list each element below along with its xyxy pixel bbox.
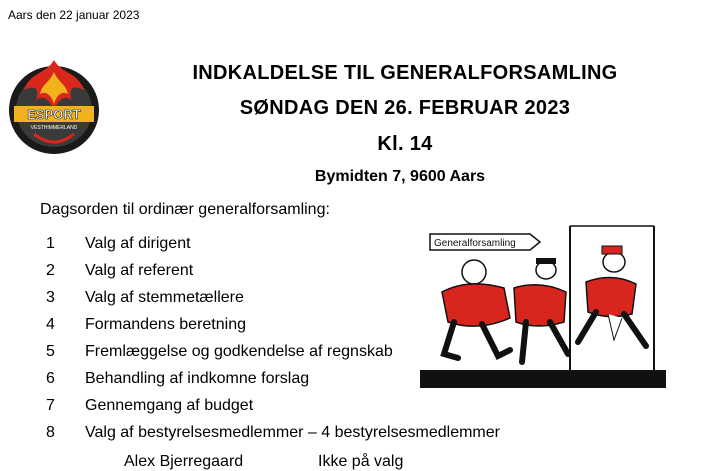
agenda-text: Valg af bestyrelsesmedlemmer – 4 bestyrelsesmedlemmer bbox=[85, 424, 500, 441]
agenda-text: Gennemgang af budget bbox=[85, 397, 254, 414]
agenda-text: Valg af stemmetællere bbox=[85, 289, 244, 306]
logo-text: ESPORT bbox=[27, 107, 81, 122]
general-assembly-cartoon bbox=[418, 222, 668, 390]
agenda-number: 3 bbox=[46, 289, 55, 306]
agenda-text: Valg af referent bbox=[85, 262, 194, 279]
agenda-number: 7 bbox=[46, 397, 55, 414]
agenda-number: 8 bbox=[46, 424, 55, 441]
agenda-number: 2 bbox=[46, 262, 55, 279]
esport-logo bbox=[6, 50, 102, 156]
agenda-text: Behandling af indkomne forslag bbox=[85, 370, 310, 387]
heading-title: INDKALDELSE TIL GENERALFORSAMLING bbox=[192, 62, 618, 84]
heading-time: Kl. 14 bbox=[377, 133, 433, 155]
agenda-number: 5 bbox=[46, 343, 55, 360]
heading-date: SØNDAG DEN 26. FEBRUAR 2023 bbox=[239, 97, 571, 119]
cartoon-sign-label: Generalforsamling bbox=[434, 238, 516, 249]
agenda-intro: Dagsorden til ordinær generalforsamling: bbox=[40, 201, 330, 218]
agenda-number: 4 bbox=[46, 316, 55, 333]
address: Bymidten 7, 9600 Aars bbox=[314, 168, 486, 185]
agenda-number: 6 bbox=[46, 370, 55, 387]
agenda-text: Valg af dirigent bbox=[85, 235, 191, 252]
date-line: Aars den 22 januar 2023 bbox=[8, 8, 140, 22]
agenda-item bbox=[40, 397, 500, 424]
agenda-text: Formandens beretning bbox=[85, 316, 246, 333]
agenda-text: Fremlæggelse og godkendelse af regnskab bbox=[85, 343, 393, 360]
logo-subtext: VESTHIMMERLAND bbox=[30, 125, 78, 131]
candidate-name: Alex Bjerregaard bbox=[124, 453, 244, 470]
agenda-item bbox=[40, 424, 500, 451]
candidate-status: Ikke på valg bbox=[318, 453, 404, 470]
agenda-number: 1 bbox=[46, 235, 55, 252]
